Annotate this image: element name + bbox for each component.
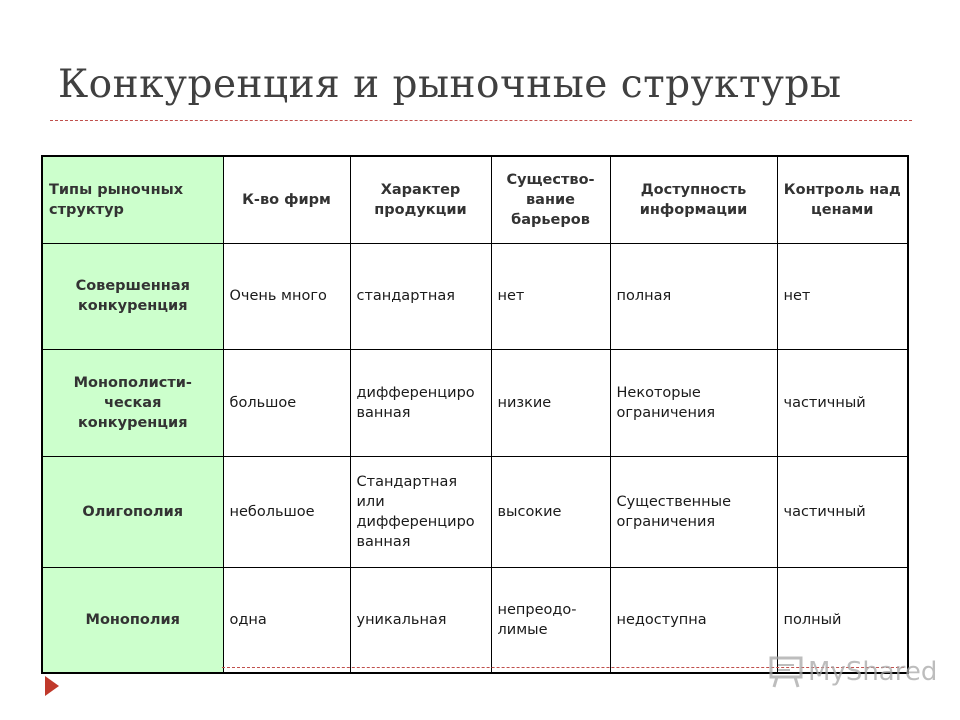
cell-product: стандартная [350,243,491,349]
cell-information: полная [610,243,777,349]
cell-price-control: частичный [777,456,908,567]
row-head-monopoly: Монополия [42,567,223,673]
slide-title: Конкуренция и рыночные структуры [58,62,842,107]
cell-price-control: нет [777,243,908,349]
table-row [42,243,908,349]
title-divider [50,120,912,121]
header-price-control: Контроль над ценами [777,156,908,243]
cell-barriers: непреодо-лимые [491,567,610,673]
triangle-bullet-icon [45,676,59,696]
presentation-board-icon [768,655,804,689]
cell-barriers: низкие [491,349,610,456]
watermark-text: MyShared [808,657,938,687]
header-firm-count: К-во фирм [223,156,350,243]
header-barriers: Существо-вание барьеров [491,156,610,243]
cell-information: Существенные ограничения [610,456,777,567]
table-row [42,456,908,567]
cell-firms: большое [223,349,350,456]
cell-information: Некоторые ограничения [610,349,777,456]
cell-product: Стандартная или дифференциро ванная [350,456,491,567]
header-information-access: Доступность информации [610,156,777,243]
cell-firms: одна [223,567,350,673]
cell-barriers: нет [491,243,610,349]
cell-firms: небольшое [223,456,350,567]
header-product-nature: Характер продукции [350,156,491,243]
row-head-monopolistic-competition: Монополисти-ческая конкуренция [42,349,223,456]
cell-barriers: высокие [491,456,610,567]
table-row [42,349,908,456]
cell-firms: Очень много [223,243,350,349]
market-structures-table [41,155,909,674]
cell-information: недоступна [610,567,777,673]
cell-product: уникальная [350,567,491,673]
table-header-row [42,156,908,243]
cell-price-control: частичный [777,349,908,456]
header-market-types: Типы рыночных структур [42,156,223,243]
cell-product: дифференциро ванная [350,349,491,456]
row-head-perfect-competition: Совершенная конкуренция [42,243,223,349]
watermark [768,655,937,689]
cell-price-control: полный [777,567,908,673]
row-head-oligopoly: Олигополия [42,456,223,567]
